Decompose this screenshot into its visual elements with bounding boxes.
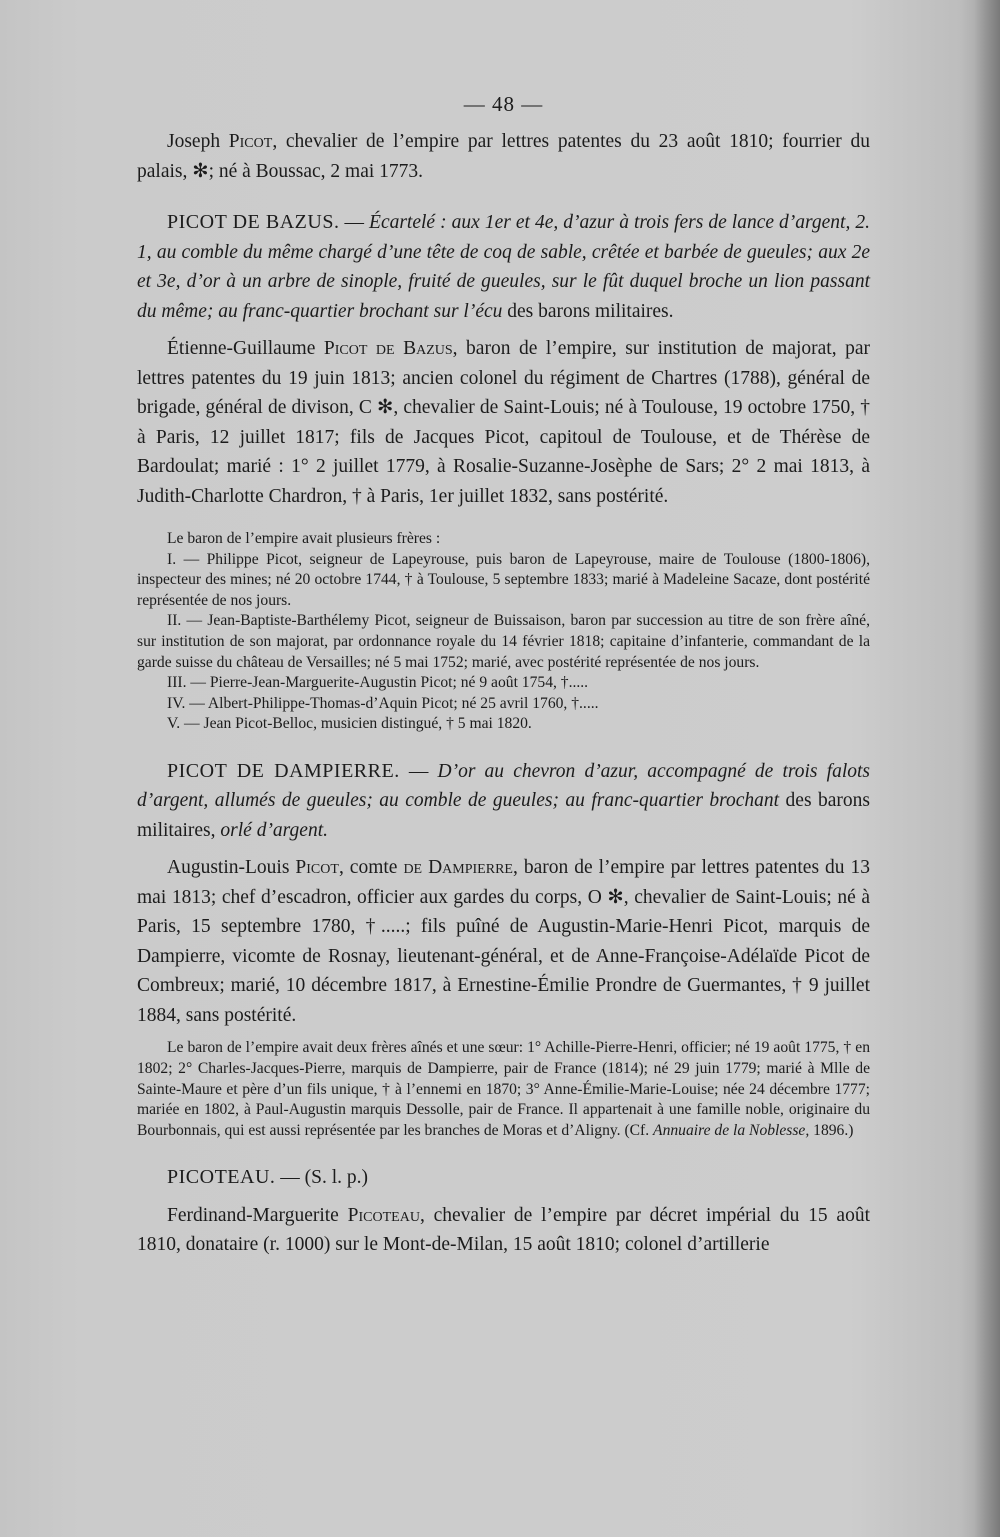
heading-picoteau	[137, 1163, 870, 1193]
forename: Étienne-Guillaume	[167, 338, 316, 359]
paragraph-etienne-guillaume	[137, 334, 870, 511]
family-heading: PICOT DE BAZUS.	[167, 211, 340, 233]
dash: —	[399, 760, 438, 782]
forename: Augustin-Louis	[167, 857, 290, 879]
entry-text: , chevalier de l’empire par lettres patentes du 23 août 1810; fourrier du palais, ✻; né à Boussac, 2 mai 1773.	[137, 131, 870, 182]
forename: Joseph	[167, 131, 221, 152]
note-citation: Annuaire de la Noblesse,	[653, 1121, 810, 1139]
document-body	[137, 92, 870, 1260]
list-item: I. — Philippe Picot, seigneur de Lapeyrouse, puis baron de Lapeyrouse, maire de Toulouse (1800-1806), inspecteur des mines; né 20 octobre 1744, † à Toulouse, 5 septembre 1833; marié à Madeleine Sacaze, dont postérité représentée de nos jours.	[137, 550, 870, 609]
page-edge-shadow	[974, 0, 1000, 1537]
paragraph-ferdinand-marguerite	[137, 1201, 870, 1260]
surname: Picoteau	[347, 1204, 420, 1226]
arms-description: Écartelé : aux 1er et 4e, d’azur à trois fers de lance d’argent, 2. 1, au comble du même chargé d’une tête de coq de sable, crêtée et barbée de gueules; aux 2e et 3e, d’or à un arbre de sinople, fruité de gueules, sur le fût duquel broche un lion passant du même; au franc-quartier brochant sur l’écu	[137, 212, 870, 322]
dash: —	[275, 1167, 305, 1189]
list-item: II. — Jean-Baptiste-Barthélemy Picot, seigneur de Buissaison, baron par succession au titre de son frère aîné, sur institution de son majorat, par ordonnance royale du 14 février 1818; capitaine d’infanterie, commandant de la garde suisse du château de Versailles; né 5 mai 1752; marié, avec postérité représentée de nos jours.	[137, 612, 870, 671]
list-item: IV. — Albert-Philippe-Thomas-d’Aquin Picot; né 25 avril 1760, †.....	[167, 694, 599, 712]
list-item: III. — Pierre-Jean-Marguerite-Augustin Picot; né 9 août 1754, †.....	[167, 674, 589, 692]
brothers-note	[137, 529, 870, 735]
entry-text: , baron de l’empire, sur institution de majorat, par lettres patentes du 19 juin 1813; ancien colonel du régiment de Chartres (1788), général de brigade, général de divison, C ✻, chevalier de Saint-Louis; né à Toulouse, 19 octobre 1750, † à Paris, 12 juillet 1817; fils de Jacques Picot, capitoul de Toulouse, et de Thérèse de Bardoulat; marié : 1° 2 juillet 1779, à Rosalie-Suzanne-Josèphe de Sars; 2° 2 mai 1813, à Judith-Charlotte Chardron, † à Paris, 1er juillet 1832, sans postérité.	[137, 338, 871, 507]
family-heading: PICOTEAU.	[167, 1166, 276, 1189]
family-heading: PICOT DE DAMPIERRE.	[167, 759, 400, 782]
paragraph-joseph-picot	[137, 127, 870, 186]
surname: Picot de Bazus	[323, 338, 453, 359]
forename: Ferdinand-Marguerite	[167, 1204, 339, 1226]
dampierre-note	[137, 1038, 870, 1141]
note-text: Le baron de l’empire avait deux frères aînés et une sœur: 1° Achille-Pierre-Henri, officier; né 19 août 1775, † en 1802; 2° Charles-Jacques-Pierre, marquis de Dampierre, pair de France (1814); né 29 juin 1779; marié à Mlle de Sainte-Maure et père d’un fils unique, † à l’ennemi en 1870; 3° Anne-Émilie-Marie-Louise; née 24 décembre 1777; mariée en 1802, à Paul-Augustin marquis Dessolle, pair de France. Il appartenait à une famille noble, originaire du Bourbonnais, qui est aussi représentée par les branches de Moras et d’Aligny. (Cf.	[137, 1039, 870, 1139]
page-number: — 48 —	[463, 92, 544, 116]
arms-tail: (S. l. p.)	[304, 1167, 369, 1189]
heading-picot-de-bazus	[137, 208, 870, 326]
arms-tail: des barons militaires,	[137, 790, 870, 841]
surname: Picot	[228, 131, 273, 152]
surname: Picot	[295, 857, 339, 879]
arms-tail: des barons militaires.	[502, 300, 674, 322]
note-text-end: 1896.)	[809, 1121, 854, 1139]
arms-description: D’or au chevron d’azur, accompagné de trois falots d’argent, allumés de gueules; au comble de gueules; au franc-quartier brochant	[137, 760, 870, 812]
dash: —	[339, 212, 370, 233]
entry-text-mid: , comte	[338, 857, 404, 879]
heading-picot-de-dampierre	[137, 757, 870, 846]
entry-text: , baron de l’empire par lettres patentes du 13 mai 1813; chef d’escadron, officier aux gardes du corps, O ✻, chevalier de Saint-Louis; né à Paris, 15 septembre 1780, †.....; fils puîné de Augustin-Marie-Henri Picot, marquis de Dampierre, vicomte de Rosnay, lieutenant-général, et de Anne-Françoise-Adélaïde Picot de Combreux; marié, 10 décembre 1817, à Ernestine-Émilie Prondre de Guermantes, † 9 juillet 1884, sans postérité.	[137, 857, 871, 1026]
paragraph-augustin-louis	[137, 853, 870, 1030]
arms-description-end: orlé d’argent.	[220, 819, 328, 841]
title-name: de Dampierre	[403, 857, 513, 879]
entry-text: , chevalier de l’empire par décret impérial du 15 août 1810, donataire (r. 1000) sur le Mont-de-Milan, 15 août 1810; colonel d’artillerie	[137, 1204, 871, 1256]
list-item: V. — Jean Picot-Belloc, musicien distingué, † 5 mai 1820.	[167, 715, 532, 733]
note-intro: Le baron de l’empire avait plusieurs frères :	[167, 530, 441, 547]
